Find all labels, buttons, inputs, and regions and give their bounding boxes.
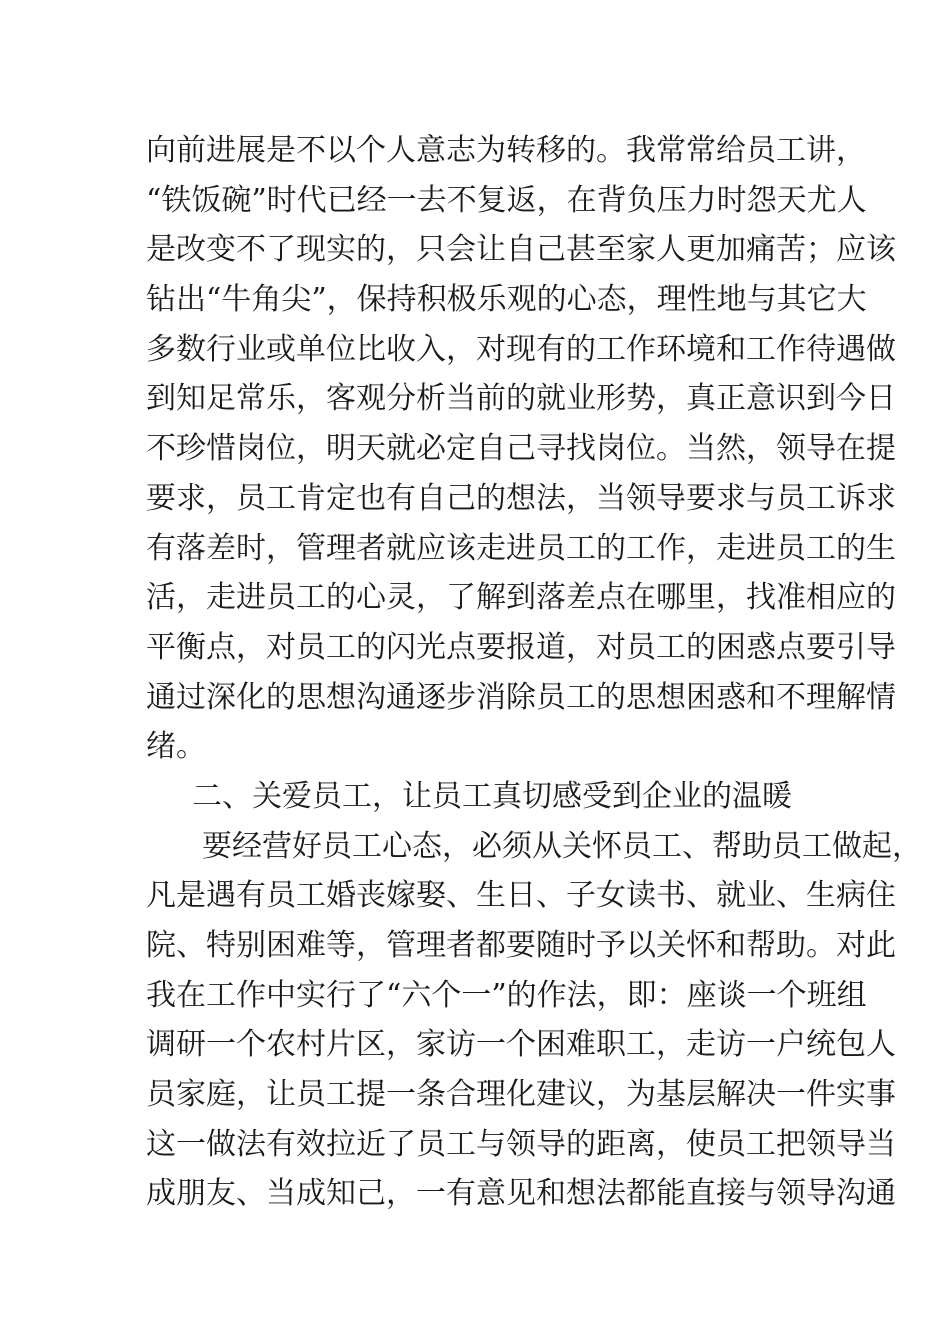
- paragraph-2: [146, 822, 922, 1220]
- text-line: “铁饭碗”时代已经一去不复返，在背负压力时怨天尤人: [146, 182, 867, 218]
- text-line: 有落差时，管理者就应该走进员工的工作，走进员工的生: [146, 530, 896, 566]
- text-line: 调研一个农村片区，家访一个困难职工，走访一户统包人: [146, 1027, 896, 1063]
- text-line: 我在工作中实行了“六个一”的作法，即：座谈一个班组: [146, 977, 867, 1013]
- paragraph-1: [146, 126, 896, 772]
- text-line: 多数行业或单位比收入，对现有的工作环境和工作待遇做: [146, 331, 896, 367]
- text-line: 钻出“牛角尖”，保持积极乐观的心态，理性地与其它大: [146, 282, 867, 318]
- section-heading: 二、关爱员工，让员工真切感受到企业的温暖: [192, 778, 792, 814]
- text-line: 活，走进员工的心灵，了解到落差点在哪里，找准相应的: [146, 580, 896, 616]
- text-line: 院、特别困难等，管理者都要随时予以关怀和帮助。对此: [146, 928, 896, 963]
- text-line: 到知足常乐，客观分析当前的就业形势，真正意识到今日: [146, 381, 896, 417]
- text-line: 要求，员工肯定也有自己的想法，当领导要求与员工诉求: [146, 480, 896, 516]
- text-line: 通过深化的思想沟通逐步消除员工的思想困惑和不理解情: [146, 679, 896, 715]
- text-line: 绪。: [146, 729, 206, 765]
- text-line: 员家庭，让员工提一条合理化建议，为基层解决一件实事: [146, 1077, 896, 1113]
- document-body: [146, 126, 922, 1219]
- text-line: 凡是遇有员工婚丧嫁娶、生日、子女读书、就业、生病住: [146, 878, 896, 914]
- text-line: 平衡点，对员工的闪光点要报道，对员工的困惑点要引导: [146, 629, 896, 665]
- text-line: 是改变不了现实的，只会让自己甚至家人更加痛苦；应该: [146, 232, 896, 268]
- text-line: 要经营好员工心态，必须从关怀员工、帮助员工做起，: [202, 828, 922, 864]
- text-line: 这一做法有效拉近了员工与领导的距离，使员工把领导当: [146, 1126, 896, 1162]
- text-line: 向前进展是不以个人意志为转移的。我常常给员工讲，: [146, 133, 866, 168]
- text-line: 成朋友、当成知己，一有意见和想法都能直接与领导沟通: [146, 1176, 896, 1212]
- text-line: 不珍惜岗位，明天就必定自己寻找岗位。当然，领导在提: [146, 431, 896, 467]
